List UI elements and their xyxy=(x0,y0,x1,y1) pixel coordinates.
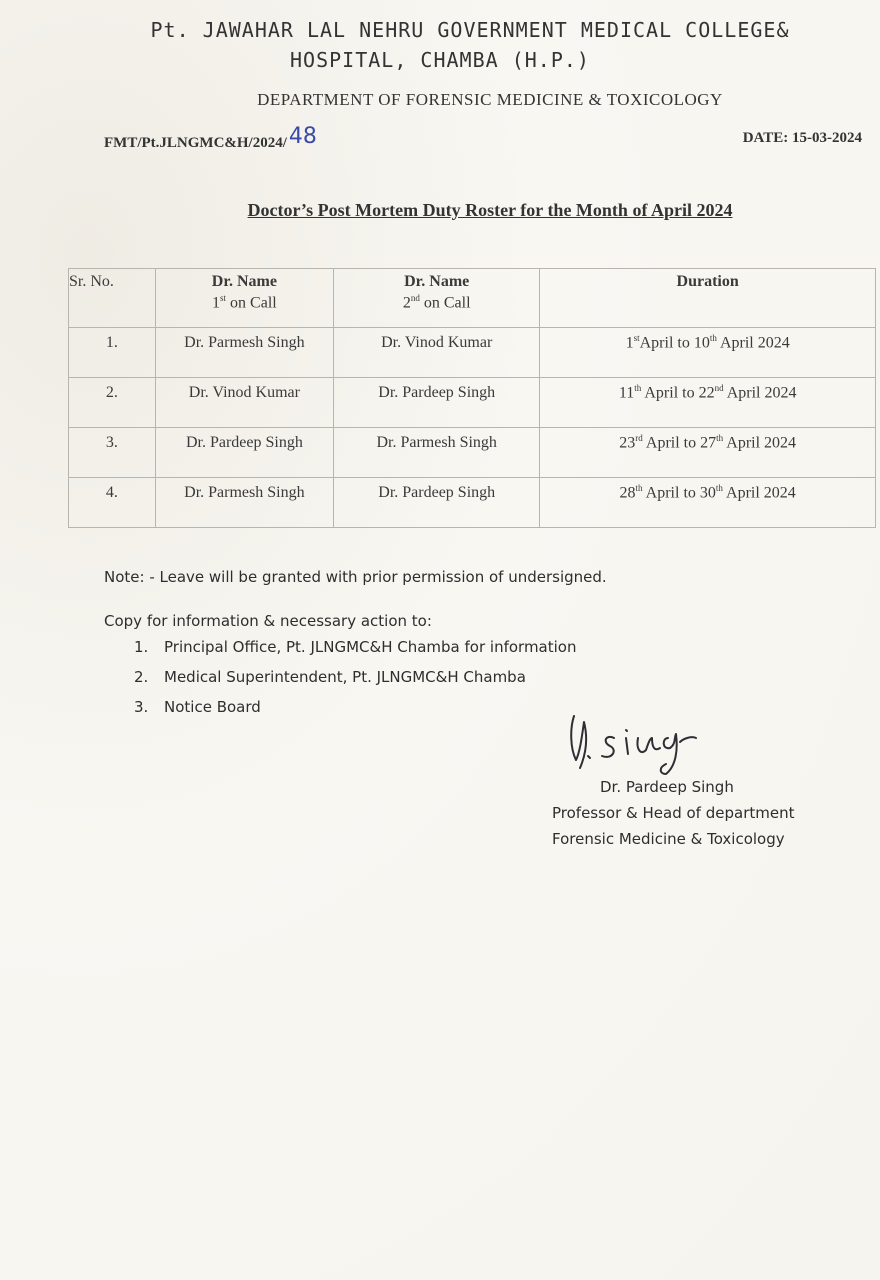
table-row xyxy=(69,478,876,528)
department-heading: DEPARTMENT OF FORENSIC MEDICINE & TOXICOLOGY xyxy=(257,90,723,109)
signatory-department: Forensic Medicine & Toxicology xyxy=(552,830,785,848)
leave-note: Note: - Leave will be granted with prior permission of undersigned. xyxy=(104,568,607,586)
signatory-name: Dr. Pardeep Singh xyxy=(600,778,734,796)
row-second-on-call: Dr. Vinod Kumar xyxy=(334,328,540,378)
table-row xyxy=(69,328,876,378)
duty-roster-table xyxy=(68,268,876,528)
row-sr-no: 2. xyxy=(69,378,156,428)
issue-date: DATE: 15-03-2024 xyxy=(742,130,862,146)
row-first-on-call: Dr. Pardeep Singh xyxy=(155,428,333,478)
table-row xyxy=(69,428,876,478)
institution-name-line1: Pt. JAWAHAR LAL NEHRU GOVERNMENT MEDICAL COLLEGE& xyxy=(150,18,790,42)
row-first-on-call: Dr. Parmesh Singh xyxy=(155,478,333,528)
signatory-designation: Professor & Head of department xyxy=(552,804,795,822)
row-sr-no: 4. xyxy=(69,478,156,528)
header-first-call-label: 1st on Call xyxy=(212,293,277,312)
row-second-on-call: Dr. Pardeep Singh xyxy=(334,378,540,428)
copy-heading: Copy for information & necessary action to: xyxy=(104,612,432,630)
table-header-row xyxy=(69,269,876,328)
roster-title: Doctor’s Post Mortem Duty Roster for the Month of April 2024 xyxy=(247,200,733,220)
list-item: 2. Medical Superintendent, Pt. JLNGMC&H Chamba xyxy=(134,668,526,686)
row-sr-no: 1. xyxy=(69,328,156,378)
row-second-on-call: Dr. Parmesh Singh xyxy=(334,428,540,478)
header-first-name-label: Dr. Name xyxy=(211,273,277,290)
reference-number xyxy=(104,124,317,153)
header-second-name-label: Dr. Name xyxy=(404,273,470,290)
row-first-on-call: Dr. Parmesh Singh xyxy=(155,328,333,378)
institution-name-line2: HOSPITAL, CHAMBA (H.P.) xyxy=(290,48,590,72)
copy-list xyxy=(134,638,577,728)
header-second-on-call xyxy=(334,269,540,328)
list-item: 1. Principal Office, Pt. JLNGMC&H Chamba for information xyxy=(134,638,577,656)
header-duration: Duration xyxy=(540,269,876,328)
signature-image xyxy=(562,708,722,778)
row-duration: 11th April to 22nd April 2024 xyxy=(540,378,876,428)
row-duration: 1stApril to 10th April 2024 xyxy=(540,328,876,378)
row-second-on-call: Dr. Pardeep Singh xyxy=(334,478,540,528)
reference-number-text: FMT/Pt.JLNGMC&H/2024/ xyxy=(104,135,287,151)
row-sr-no: 3. xyxy=(69,428,156,478)
row-duration: 28th April to 30th April 2024 xyxy=(540,478,876,528)
list-item: 3. Notice Board xyxy=(134,698,261,716)
header-first-on-call xyxy=(155,269,333,328)
table-row xyxy=(69,378,876,428)
row-first-on-call: Dr. Vinod Kumar xyxy=(155,378,333,428)
row-duration: 23rd April to 27th April 2024 xyxy=(540,428,876,478)
header-second-call-label: 2nd on Call xyxy=(402,293,471,312)
reference-number-handwritten: 48 xyxy=(288,124,317,149)
header-sr-no: Sr. No. xyxy=(69,269,156,328)
